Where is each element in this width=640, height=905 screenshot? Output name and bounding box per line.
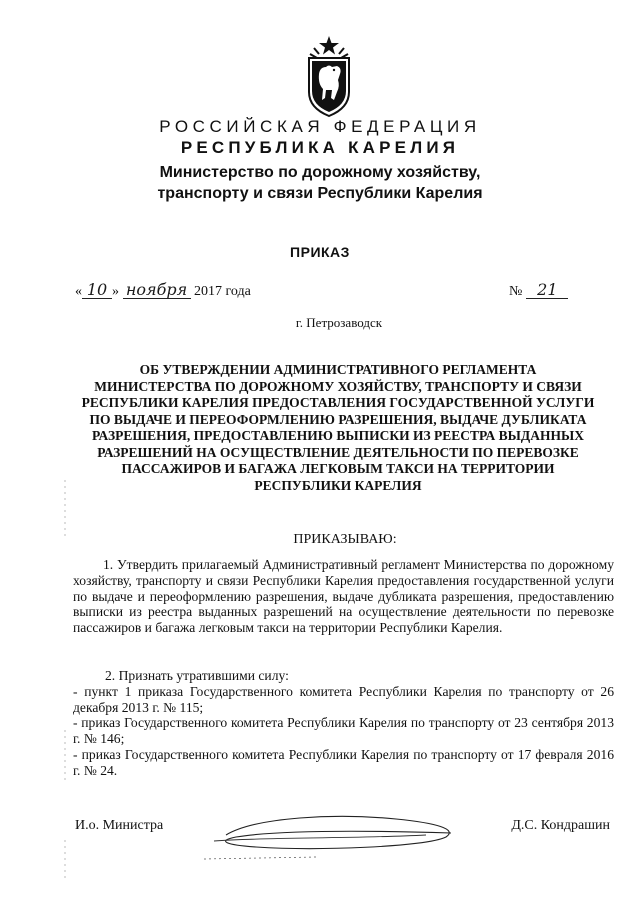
order-date (75, 282, 251, 300)
title-line: РАЗРЕШЕНИЯ, ПРЕДОСТАВЛЕНИЮ ВЫПИСКИ ИЗ РЕЕСТРА ВЫДАННЫХ (92, 428, 584, 443)
number-label: № (509, 284, 523, 299)
handwritten-signature (196, 807, 476, 865)
list-item: - приказ Государственного комитета Республики Карелия по транспорту от 23 сентября 2013 г. № 146; (73, 715, 614, 747)
signatory-title: И.о. Министра (75, 818, 164, 833)
date-year: 2017 года (194, 284, 251, 299)
coat-of-arms-emblem (304, 34, 354, 118)
list-item: - приказ Государственного комитета Республики Карелия по транспорту от 17 февраля 2016 г. № 24. (73, 746, 614, 778)
title-line: РАЗРЕШЕНИЙ НА ОСУЩЕСТВЛЕНИЕ ДЕЯТЕЛЬНОСТИ ПО ПЕРЕВОЗКЕ (97, 444, 579, 460)
list-item: - пункт 1 приказа Государственного комитета Республики Карелия по транспорту от 26 декабря 2013 г. № 115; (73, 683, 614, 715)
date-month-handwritten: ноября (123, 282, 191, 299)
date-close-quote: » (112, 284, 119, 299)
ministry-line-2: транспорту и связи Республики Карелия (157, 185, 483, 202)
signatory-name: Д.С. Кондрашин (511, 818, 610, 833)
paragraph-2 (73, 668, 614, 779)
number-value-handwritten: 21 (526, 282, 568, 299)
ministry-line-1: Министерство по дорожному хозяйству, (159, 164, 481, 181)
country-name: РОССИЙСКАЯ ФЕДЕРАЦИЯ (159, 117, 481, 136)
republic-name: РЕСПУБЛИКА КАРЕЛИЯ (180, 138, 460, 157)
title-line: ОБ УТВЕРЖДЕНИИ АДМИНИСТРАТИВНОГО РЕГЛАМЕНТА (139, 362, 537, 377)
title-line: МИНИСТЕРСТВА ПО ДОРОЖНОМУ ХОЗЯЙСТВУ, ТРАНСПОРТУ И СВЯЗИ (94, 378, 582, 394)
date-day-handwritten: 10 (82, 282, 112, 299)
title-line: ПАССАЖИРОВ И БАГАЖА ЛЕГКОВЫМ ТАКСИ НА ТЕРРИТОРИИ (121, 461, 555, 476)
document-type: ПРИКАЗ (290, 244, 350, 260)
paragraph-1: 1. Утвердить прилагаемый Административный регламент Министерства по дорожному хозяйству, транспорту и связи Республики Карелия предоставления государственной услуги по выдаче и переоформлению разрешения, выдаче дубликата разрешения, предоставлению выписки из реестра выданных разрешений на осуществление деятельности по перевозке пассажиров и багажа легковым такси на территории Республики Карелия. (73, 557, 614, 636)
margin-tick-marks (60, 480, 70, 880)
order-title (68, 362, 608, 494)
order-word: ПРИКАЗЫВАЮ: (293, 532, 397, 547)
date-open-quote: « (75, 284, 82, 299)
ministry-name (0, 162, 640, 204)
paragraph-2-head: 2. Признать утратившими силу: (105, 668, 289, 683)
order-number (509, 282, 568, 300)
title-line: РЕСПУБЛИКИ КАРЕЛИЯ (254, 477, 422, 493)
title-line: РЕСПУБЛИКИ КАРЕЛИЯ ПРЕДОСТАВЛЕНИЯ ГОСУДАРСТВЕННОЙ УСЛУГИ (81, 395, 595, 410)
title-line: ПО ВЫДАЧЕ И ПЕРЕОФОРМЛЕНИЮ РАЗРЕШЕНИЯ, ВЫДАЧЕ ДУБЛИКАТА (89, 411, 587, 427)
city: г. Петрозаводск (295, 315, 383, 330)
